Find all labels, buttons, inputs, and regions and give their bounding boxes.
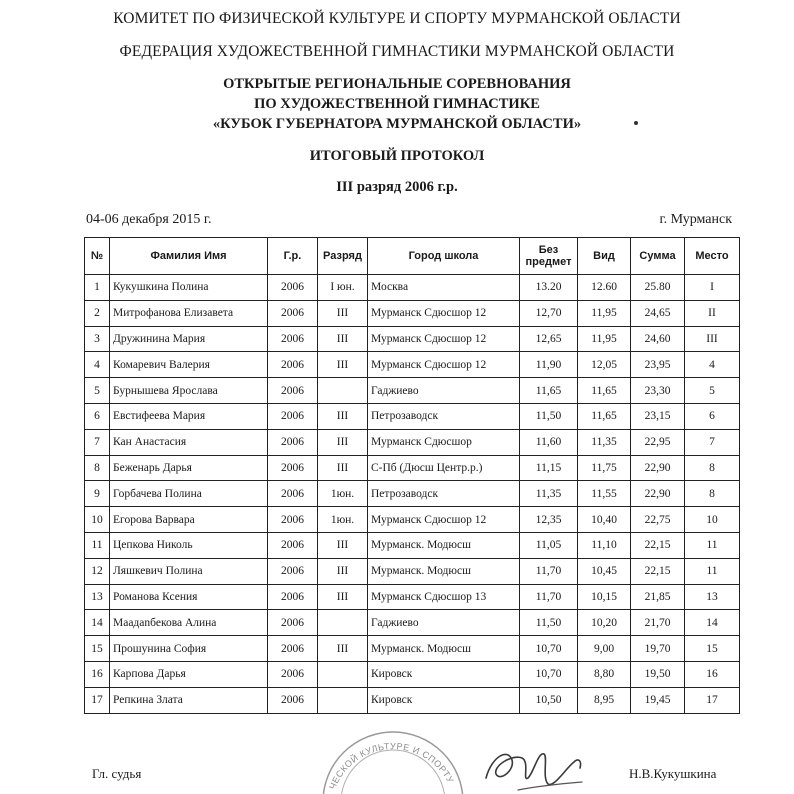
column-header: Вид [578,238,631,275]
rank-cell [318,610,368,636]
place-number-cell: 4 [85,352,110,378]
score-no-apparatus-cell: 10,50 [520,687,578,713]
athlete-name-cell: Карпова Дарья [110,661,268,687]
column-header: Сумма [631,238,685,275]
score-apparatus-cell: 11,55 [578,481,631,507]
score-no-apparatus-cell: 11,15 [520,455,578,481]
score-total-cell: 21,85 [631,584,685,610]
score-apparatus-cell: 10,45 [578,558,631,584]
table-row [85,661,740,687]
protocol-title: ИТОГОВЫЙ ПРОТОКОЛ [309,148,485,164]
score-no-apparatus-cell: 12,70 [520,300,578,326]
column-header: № [85,238,110,275]
score-apparatus-cell: 10,40 [578,507,631,533]
score-apparatus-cell: 8,80 [578,661,631,687]
rank-cell: III [318,455,368,481]
score-no-apparatus-cell: 11,60 [520,429,578,455]
score-total-cell: 24,65 [631,300,685,326]
score-apparatus-cell: 12,05 [578,352,631,378]
score-apparatus-cell: 11,95 [578,326,631,352]
score-total-cell: 22,15 [631,532,685,558]
rank-cell: 1юн. [318,481,368,507]
city-school-cell: Кировск [368,661,520,687]
score-total-cell: 22,95 [631,429,685,455]
place-number-cell: 15 [85,636,110,662]
athlete-name-cell: Прошунина София [110,636,268,662]
score-total-cell: 19,45 [631,687,685,713]
score-total-cell: 22,90 [631,481,685,507]
city-school-cell: Мурманск Сдюсшор 12 [368,507,520,533]
score-total-cell: 19,50 [631,661,685,687]
athlete-name-cell: Репкина Злата [110,687,268,713]
rank-cell: III [318,584,368,610]
score-apparatus-cell: 11,65 [578,378,631,404]
place-number-cell: 11 [85,532,110,558]
table-row [85,275,740,301]
place-number-cell: 10 [85,507,110,533]
table-row [85,326,740,352]
score-apparatus-cell: 11,75 [578,455,631,481]
birth-year-cell: 2006 [268,636,318,662]
results-body [85,275,740,714]
final-place-cell: III [685,326,740,352]
score-apparatus-cell: 11,65 [578,403,631,429]
score-total-cell: 24,60 [631,326,685,352]
place-number-cell: 17 [85,687,110,713]
final-place-cell: 4 [685,352,740,378]
final-place-cell: 13 [685,584,740,610]
city-school-cell: Петрозаводск [368,403,520,429]
event-title-line-1: ОТКРЫТЫЕ РЕГИОНАЛЬНЫЕ СОРЕВНОВАНИЯ [223,76,571,92]
final-place-cell: I [685,275,740,301]
rank-cell: III [318,326,368,352]
svg-text:ЧЕСКОЙ КУЛЬТУРЕ И СПОРТУ [327,741,456,791]
table-row [85,584,740,610]
score-total-cell: 22,75 [631,507,685,533]
birth-year-cell: 2006 [268,558,318,584]
score-no-apparatus-cell: 13.20 [520,275,578,301]
table-row [85,636,740,662]
birth-year-cell: 2006 [268,300,318,326]
rank-cell: III [318,532,368,558]
table-row [85,532,740,558]
score-apparatus-cell: 10,15 [578,584,631,610]
score-no-apparatus-cell: 11,50 [520,610,578,636]
score-total-cell: 23,15 [631,403,685,429]
score-total-cell: 21,70 [631,610,685,636]
city-school-cell: Мурманск Сдюсшор [368,429,520,455]
city-school-cell: Мурманск. Модюсш [368,558,520,584]
table-row [85,610,740,636]
score-no-apparatus-cell: 12,35 [520,507,578,533]
rank-cell [318,687,368,713]
org-line-2: ФЕДЕРАЦИЯ ХУДОЖЕСТВЕННОЙ ГИМНАСТИКИ МУРМАНСКОЙ ОБЛАСТИ [119,43,675,60]
column-header: Без предмет [520,238,578,275]
birth-year-cell: 2006 [268,455,318,481]
rank-cell: I юн. [318,275,368,301]
score-apparatus-cell: 8,95 [578,687,631,713]
signature [478,738,588,794]
birth-year-cell: 2006 [268,687,318,713]
place-number-cell: 5 [85,378,110,404]
place-number-cell: 2 [85,300,110,326]
score-total-cell: 22,90 [631,455,685,481]
table-row [85,403,740,429]
table-row [85,455,740,481]
city-school-cell: Кировск [368,687,520,713]
score-no-apparatus-cell: 12,65 [520,326,578,352]
column-header: Место [685,238,740,275]
final-place-cell: 16 [685,661,740,687]
birth-year-cell: 2006 [268,584,318,610]
score-no-apparatus-cell: 11,70 [520,558,578,584]
column-header: Г.р. [268,238,318,275]
score-total-cell: 19,70 [631,636,685,662]
table-row [85,378,740,404]
city-school-cell: Мурманск. Модюсш [368,636,520,662]
column-header: Город школа [368,238,520,275]
final-place-cell: 7 [685,429,740,455]
judge-label: Гл. судья [92,766,142,781]
city-school-cell: Гаджиево [368,378,520,404]
birth-year-cell: 2006 [268,481,318,507]
athlete-name-cell: Евстифеева Мария [110,403,268,429]
final-place-cell: 8 [685,455,740,481]
place-number-cell: 12 [85,558,110,584]
score-apparatus-cell: 11,10 [578,532,631,558]
score-total-cell: 25.80 [631,275,685,301]
score-no-apparatus-cell: 11,35 [520,481,578,507]
birth-year-cell: 2006 [268,429,318,455]
final-place-cell: 17 [685,687,740,713]
place-number-cell: 13 [85,584,110,610]
event-city: г. Мурманск [659,212,732,227]
birth-year-cell: 2006 [268,507,318,533]
place-number-cell: 1 [85,275,110,301]
city-school-cell: Петрозаводск [368,481,520,507]
judge-name: Н.В.Кукушкина [629,766,717,781]
birth-year-cell: 2006 [268,378,318,404]
score-no-apparatus-cell: 11,90 [520,352,578,378]
athlete-name-cell: Маадanбекова Алина [110,610,268,636]
place-number-cell: 14 [85,610,110,636]
table-row [85,352,740,378]
athlete-name-cell: Ляшкевич Полина [110,558,268,584]
city-school-cell: С-Пб (Дюсш Центр.р.) [368,455,520,481]
rank-cell: 1юн. [318,507,368,533]
athlete-name-cell: Бурнышева Ярослава [110,378,268,404]
athlete-name-cell: Кан Анастасия [110,429,268,455]
score-no-apparatus-cell: 11,05 [520,532,578,558]
final-place-cell: 14 [685,610,740,636]
final-place-cell: 5 [685,378,740,404]
table-row [85,507,740,533]
birth-year-cell: 2006 [268,610,318,636]
rank-cell: III [318,352,368,378]
final-place-cell: 11 [685,532,740,558]
results-table [84,237,740,714]
final-place-cell: II [685,300,740,326]
final-place-cell: 15 [685,636,740,662]
place-number-cell: 8 [85,455,110,481]
birth-year-cell: 2006 [268,275,318,301]
score-apparatus-cell: 11,95 [578,300,631,326]
city-school-cell: Мурманск. Модюсш [368,532,520,558]
city-school-cell: Мурманск Сдюсшор 13 [368,584,520,610]
birth-year-cell: 2006 [268,532,318,558]
score-apparatus-cell: 12.60 [578,275,631,301]
place-number-cell: 6 [85,403,110,429]
final-place-cell: 8 [685,481,740,507]
place-number-cell: 9 [85,481,110,507]
score-no-apparatus-cell: 11,50 [520,403,578,429]
birth-year-cell: 2006 [268,403,318,429]
table-row [85,558,740,584]
table-row [85,429,740,455]
table-row [85,300,740,326]
score-total-cell: 23,95 [631,352,685,378]
score-apparatus-cell: 10,20 [578,610,631,636]
city-school-cell: Гаджиево [368,610,520,636]
table-header-row [85,238,740,275]
place-number-cell: 7 [85,429,110,455]
city-school-cell: Мурманск Сдюсшор 12 [368,300,520,326]
final-place-cell: 10 [685,507,740,533]
birth-year-cell: 2006 [268,326,318,352]
column-header: Разряд [318,238,368,275]
table-row [85,687,740,713]
score-apparatus-cell: 11,35 [578,429,631,455]
athlete-name-cell: Горбачева Полина [110,481,268,507]
athlete-name-cell: Комаревич Валерия [110,352,268,378]
score-no-apparatus-cell: 11,70 [520,584,578,610]
final-place-cell: 6 [685,403,740,429]
category-title: III разряд 2006 г.р. [336,179,458,195]
score-no-apparatus-cell: 10,70 [520,661,578,687]
org-line-1: КОМИТЕТ ПО ФИЗИЧЕСКОЙ КУЛЬТУРЕ И СПОРТУ МУРМАНСКОЙ ОБЛАСТИ [113,10,681,27]
score-no-apparatus-cell: 10,70 [520,636,578,662]
event-title-line-3: «КУБОК ГУБЕРНАТОРА МУРМАНСКОЙ ОБЛАСТИ» [212,116,582,132]
rank-cell: III [318,558,368,584]
place-number-cell: 3 [85,326,110,352]
rank-cell [318,661,368,687]
city-school-cell: Мурманск Сдюсшор 12 [368,352,520,378]
rank-cell: III [318,429,368,455]
place-number-cell: 16 [85,661,110,687]
score-total-cell: 22,15 [631,558,685,584]
final-place-cell: 11 [685,558,740,584]
scan-mark [634,121,638,125]
rank-cell: III [318,636,368,662]
athlete-name-cell: Митрофанова Елизавета [110,300,268,326]
athlete-name-cell: Беженарь Дарья [110,455,268,481]
seal-stamp [318,722,468,794]
birth-year-cell: 2006 [268,661,318,687]
rank-cell [318,378,368,404]
score-apparatus-cell: 9,00 [578,636,631,662]
score-total-cell: 23,30 [631,378,685,404]
athlete-name-cell: Цепкова Николь [110,532,268,558]
event-title-line-2: ПО ХУДОЖЕСТВЕННОЙ ГИМНАСТИКЕ [254,96,540,112]
rank-cell: III [318,403,368,429]
city-school-cell: Москва [368,275,520,301]
seal-text: ЧЕСКОЙ КУЛЬТУРЕ И СПОРТУ [327,741,456,791]
rank-cell: III [318,300,368,326]
column-header: Фамилия Имя [110,238,268,275]
city-school-cell: Мурманск Сдюсшор 12 [368,326,520,352]
table-row [85,481,740,507]
athlete-name-cell: Романова Ксения [110,584,268,610]
athlete-name-cell: Дружинина Мария [110,326,268,352]
birth-year-cell: 2006 [268,352,318,378]
athlete-name-cell: Кукушкина Полина [110,275,268,301]
athlete-name-cell: Егорова Варвара [110,507,268,533]
score-no-apparatus-cell: 11,65 [520,378,578,404]
event-dates: 04-06 декабря 2015 г. [86,212,212,227]
